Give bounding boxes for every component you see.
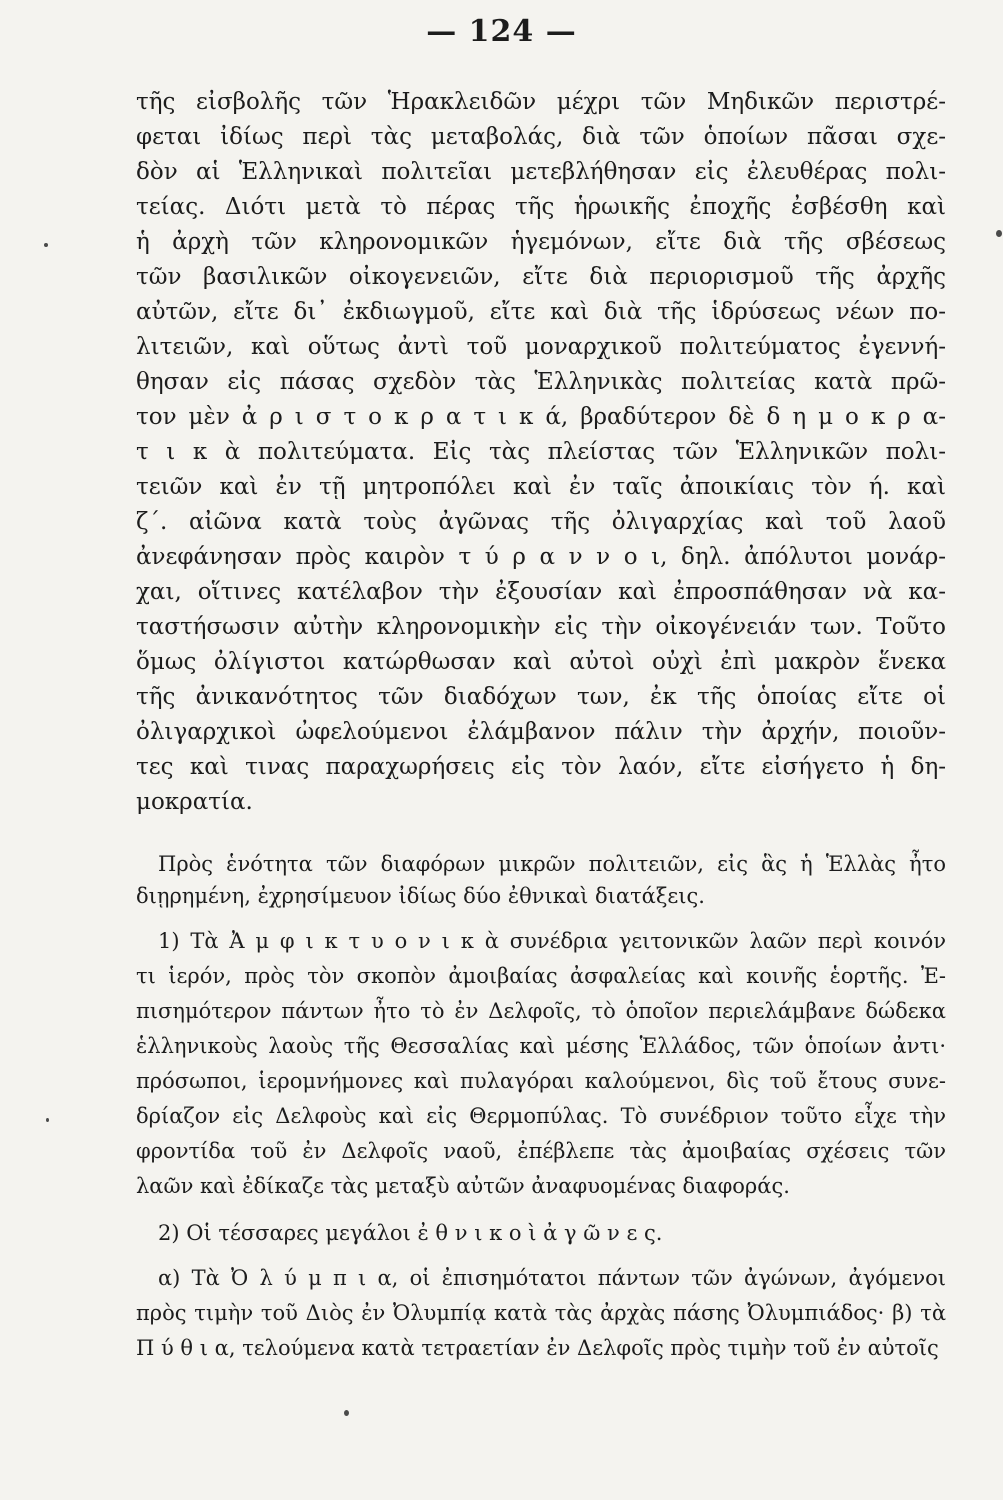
text-line: διῃρημένη, ἐχρησίμευον ἰδίως δύο ἐθνικαὶ διατάξεις. bbox=[136, 884, 705, 908]
text-line: ζ΄. αἰῶνα κατὰ τοὺς ἀγῶνας τῆς ὀλιγαρχίας καὶ τοῦ λαοῦ bbox=[136, 509, 946, 535]
text-line: τῆς ἀνικανότητος τῶν διαδόχων των, ἐκ τῆς ὁποίας εἴτε οἱ bbox=[136, 684, 946, 710]
text-line: λαῶν καὶ ἐδίκαζε τὰς μεταξὺ αὐτῶν ἀναφυομένας διαφοράς. bbox=[136, 1174, 790, 1198]
text-line: τῶν βασιλικῶν οἰκογενειῶν, εἴτε διὰ περιορισμοῦ τῆς ἀρχῆς bbox=[136, 264, 946, 290]
text-line: ὀλιγαρχικοὶ ὠφελούμενοι ἐλάμβανον πάλιν τὴν ἀρχήν, ποιοῦν- bbox=[136, 719, 946, 745]
text-line: ἑλληνικοὺς λαοὺς τῆς Θεσσαλίας καὶ μέσης Ἑλλάδος, τῶν ὁποίων ἀντι· bbox=[136, 1034, 946, 1058]
text-line: Π ύ θ ι α, τελούμενα κατὰ τετραετίαν ἐν Δελφοῖς πρὸς τιμὴν τοῦ ἐν αὐτοῖς bbox=[136, 1336, 939, 1360]
text-line: δὸν αἱ Ἑλληνικαὶ πολιτεῖαι μετεβλήθησαν εἰς ἐλευθέρας πολι- bbox=[136, 159, 946, 185]
ink-speck bbox=[344, 1410, 349, 1416]
text-line: πισημότερον πάντων ἦτο τὸ ἐν Δελφοῖς, τὸ ὁποῖον περιελάμβανε δώδεκα bbox=[136, 999, 946, 1023]
text-line: ἀνεφάνησαν πρὸς καιρὸν τ ύ ρ α ν ν ο ι, δηλ. ἀπόλυτοι μονάρ- bbox=[136, 544, 946, 570]
text-line: φροντίδα τοῦ ἐν Δελφοῖς ναοῦ, ἐπέβλεπε τὰς ἀμοιβαίας σχέσεις τῶν bbox=[136, 1139, 946, 1163]
text-line: ἡ ἀρχὴ τῶν κληρονομικῶν ἡγεμόνων, εἴτε διὰ τῆς σβέσεως bbox=[136, 229, 946, 255]
text-line: τον μὲν ἀ ρ ι σ τ ο κ ρ α τ ι κ ά, βραδύτερον δὲ δ η μ ο κ ρ α- bbox=[136, 404, 946, 430]
text-line: χαι, οἵτινες κατέλαβον τὴν ἐξουσίαν καὶ ἐπροσπάθησαν νὰ κα- bbox=[136, 579, 946, 605]
text-line: τειῶν καὶ ἐν τῇ μητροπόλει καὶ ἐν ταῖς ἀποικίαις τὸν ή. καὶ bbox=[136, 474, 946, 500]
text-line: δρίαζον εἰς Δελφοὺς καὶ εἰς Θερμοπύλας. Τὸ συνέδριον τοῦτο εἶχε τὴν bbox=[136, 1104, 946, 1128]
text-line: Πρὸς ἑνότητα τῶν διαφόρων μικρῶν πολιτειῶν, εἰς ἃς ἡ Ἑλλὰς ἦτο bbox=[158, 852, 946, 876]
text-line: θησαν εἰς πάσας σχεδὸν τὰς Ἑλληνικὰς πολιτείας κατὰ πρῶ- bbox=[136, 369, 946, 395]
text-line: τείας. Διότι μετὰ τὸ πέρας τῆς ἡρωικῆς ἐποχῆς ἐσβέσθη καὶ bbox=[136, 194, 946, 220]
ink-speck bbox=[44, 243, 48, 247]
text-line: τῆς εἰσβολῆς τῶν Ἡρακλειδῶν μέχρι τῶν Μηδικῶν περιστρέ- bbox=[136, 89, 946, 115]
text-line: τι ἱερόν, πρὸς τὸν σκοπὸν ἀμοιβαίας ἀσφαλείας καὶ κοινῆς ἑορτῆς. Ἐ- bbox=[136, 964, 946, 988]
text-line: ταστήσωσιν αὐτὴν κληρονομικὴν εἰς τὴν οἰκογένειάν των. Τοῦτο bbox=[136, 614, 946, 640]
ink-speck bbox=[996, 230, 1002, 237]
text-line: 2) Οἱ τέσσαρες μεγάλοι ἐ θ ν ι κ ο ὶ ἀ γ ῶ ν ε ς. bbox=[158, 1221, 663, 1245]
text-line: λιτειῶν, καὶ οὕτως ἀντὶ τοῦ μοναρχικοῦ πολιτεύματος ἐγεννή- bbox=[136, 334, 946, 360]
text-line: μοκρατία. bbox=[136, 789, 253, 815]
text-line: α) Τὰ Ὀ λ ύ μ π ι α, οἱ ἐπισημότατοι πάντων τῶν ἀγώνων, ἀγόμενοι bbox=[158, 1266, 946, 1290]
text-line: ὅμως ὀλίγιστοι κατώρθωσαν καὶ αὐτοὶ οὐχὶ ἐπὶ μακρὸν ἕνεκα bbox=[136, 649, 946, 675]
page-number: — 124 — bbox=[426, 14, 577, 49]
text-line: αὐτῶν, εἴτε δι᾽ ἐκδιωγμοῦ, εἴτε καὶ διὰ τῆς ἱδρύσεως νέων πο- bbox=[136, 299, 946, 325]
text-line: 1) Τὰ Ἀ μ φ ι κ τ υ ο ν ι κ ὰ συνέδρια γειτονικῶν λαῶν περὶ κοινόν bbox=[158, 929, 946, 953]
ink-speck bbox=[46, 1118, 49, 1122]
text-line: πρὸς τιμὴν τοῦ Διὸς ἐν Ὀλυμπίᾳ κατὰ τὰς ἀρχὰς πάσης Ὀλυμπιάδος· β) τὰ bbox=[136, 1301, 946, 1325]
text-line: τ ι κ ὰ πολιτεύματα. Εἰς τὰς πλείστας τῶν Ἑλληνικῶν πολι- bbox=[136, 439, 946, 465]
text-line: φεται ἰδίως περὶ τὰς μεταβολάς, διὰ τῶν ὁποίων πᾶσαι σχε- bbox=[136, 124, 946, 150]
text-line: πρόσωποι, ἱερομνήμονες καὶ πυλαγόραι καλούμενοι, δὶς τοῦ ἔτους συνε- bbox=[136, 1069, 946, 1093]
text-line: τες καὶ τινας παραχωρήσεις εἰς τὸν λαόν, εἴτε εἰσήγετο ἡ δη- bbox=[136, 754, 946, 780]
